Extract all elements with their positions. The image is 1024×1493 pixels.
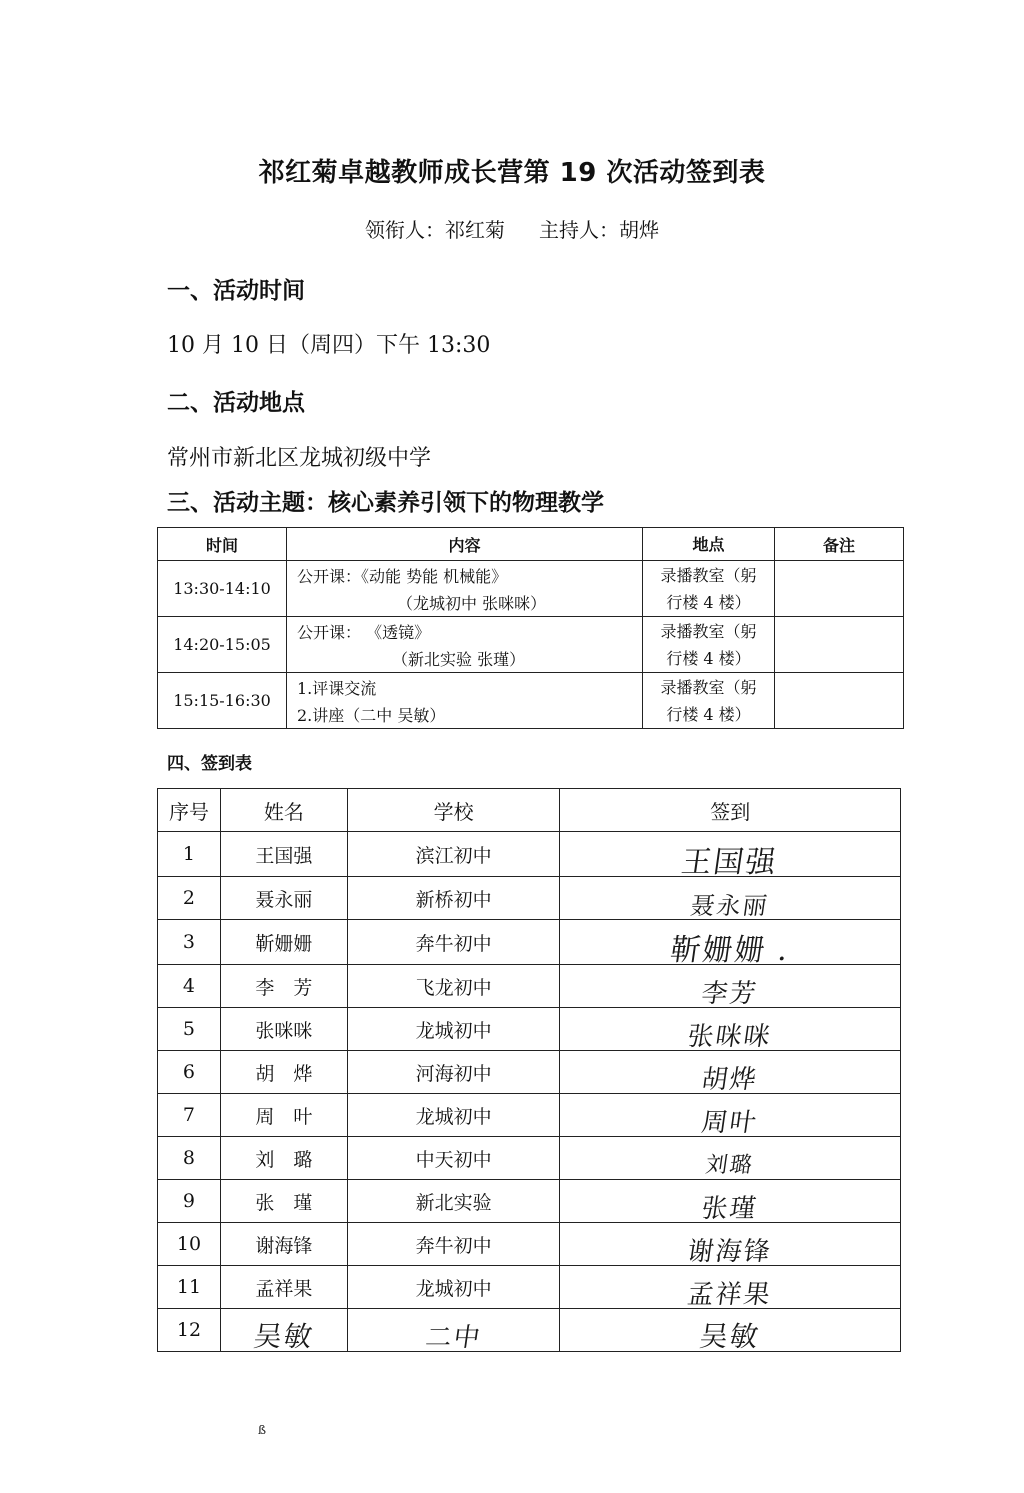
page-title: 祁红菊卓越教师成长营第 19 次活动签到表 [258, 158, 766, 188]
handwritten-signature: 李芳 [699, 978, 760, 1009]
schedule-note [775, 561, 904, 617]
signin-row [158, 1094, 901, 1137]
handwritten-signature: 张瑾 [699, 1193, 760, 1224]
signature-cell [560, 1137, 901, 1180]
handwritten-signature: 靳姗姗 . [667, 933, 792, 968]
content-line-1: 公开课： 《透镜》 [297, 623, 431, 642]
signin-no: 12 [158, 1309, 221, 1352]
schedule-header-place: 地点 [643, 528, 775, 561]
place-line-1: 录播教室（躬 [660, 565, 757, 585]
schedule-header-time: 时间 [158, 528, 287, 561]
signature-cell [560, 1309, 901, 1352]
stray-mark: ß [258, 1423, 267, 1437]
signin-school: 奔牛初中 [347, 1223, 560, 1266]
signin-school [347, 1309, 560, 1352]
place-line-1: 录播教室（躬 [660, 677, 757, 697]
place-line-2: 行楼 4 楼） [666, 648, 751, 668]
signin-row [158, 1137, 901, 1180]
schedule-time: 13:30-14:10 [158, 561, 287, 617]
signin-header-name: 姓名 [220, 789, 347, 832]
schedule-row [158, 561, 904, 617]
signin-school: 新北实验 [347, 1180, 560, 1223]
signin-no: 3 [158, 920, 221, 965]
signin-header-signature: 签到 [560, 789, 901, 832]
schedule-time: 14:20-15:05 [158, 617, 287, 673]
signin-no: 4 [158, 965, 221, 1008]
signature-cell [560, 1180, 901, 1223]
place-line-1: 录播教室（躬 [660, 621, 757, 641]
signature-cell [560, 1051, 901, 1094]
signin-no: 5 [158, 1008, 221, 1051]
signin-header-school: 学校 [347, 789, 560, 832]
content-line-1: 公开课：《动能 势能 机械能》 [297, 567, 508, 586]
signin-name: 李 芳 [220, 965, 347, 1008]
signin-row [158, 965, 901, 1008]
place-value: 常州市新北区龙城初级中学 [167, 446, 432, 471]
signin-no: 6 [158, 1051, 221, 1094]
signin-row [158, 1180, 901, 1223]
content-line-2: 2.讲座（二中 吴敏） [297, 706, 446, 725]
signin-school: 中天初中 [347, 1137, 560, 1180]
signin-row [158, 1051, 901, 1094]
signin-row [158, 920, 901, 965]
lead-person: 领衔人：祁红菊 [365, 218, 505, 242]
signin-name: 靳姗姗 [220, 920, 347, 965]
signin-row [158, 832, 901, 877]
schedule-header-note: 备注 [775, 528, 904, 561]
signin-no: 10 [158, 1223, 221, 1266]
handwritten-school: 二中 [423, 1322, 484, 1353]
signin-school: 奔牛初中 [347, 920, 560, 965]
signature-cell [560, 1094, 901, 1137]
content-line-2: （龙城初中 张咪咪） [397, 594, 547, 613]
signin-name: 张 瑾 [220, 1180, 347, 1223]
signin-school: 滨江初中 [347, 832, 560, 877]
signin-school: 龙城初中 [347, 1008, 560, 1051]
signin-school: 龙城初中 [347, 1266, 560, 1309]
schedule-content [287, 673, 643, 729]
signin-row [158, 1008, 901, 1051]
content-line-1: 1.评课交流 [297, 679, 377, 698]
handwritten-signature: 孟祥果 [685, 1279, 774, 1310]
place-line-2: 行楼 4 楼） [666, 592, 751, 612]
signature-cell [560, 920, 901, 968]
signin-row [158, 877, 901, 920]
signin-no: 9 [158, 1180, 221, 1223]
signin-row [158, 1309, 901, 1352]
handwritten-signature: 周叶 [699, 1107, 760, 1138]
handwritten-signature: 胡烨 [699, 1064, 760, 1095]
signin-name: 孟祥果 [220, 1266, 347, 1309]
signin-row [158, 1266, 901, 1309]
schedule-note [775, 617, 904, 673]
handwritten-name: 吴敏 [251, 1320, 316, 1353]
schedule-header-content: 内容 [287, 528, 643, 561]
place-line-2: 行楼 4 楼） [666, 704, 751, 724]
signin-no: 2 [158, 877, 221, 920]
schedule-place [643, 673, 775, 729]
leaders-line [0, 214, 1024, 243]
signature-cell [560, 832, 901, 880]
handwritten-signature: 聂永丽 [688, 891, 771, 920]
signature-cell [560, 965, 901, 1008]
schedule-content [287, 561, 643, 617]
signin-no: 11 [158, 1266, 221, 1309]
theme-heading: 三、活动主题：核心素养引领下的物理教学 [167, 490, 604, 516]
schedule-row [158, 673, 904, 729]
schedule-table [157, 527, 904, 729]
schedule-row [158, 617, 904, 673]
schedule-place [643, 617, 775, 673]
signin-school: 新桥初中 [347, 877, 560, 920]
content-line-2: （新北实验 张瑾） [392, 650, 526, 669]
schedule-header-row [158, 528, 904, 561]
signin-row [158, 1223, 901, 1266]
schedule-place [643, 561, 775, 617]
handwritten-signature: 刘璐 [704, 1152, 756, 1178]
signin-name: 刘 璐 [220, 1137, 347, 1180]
signin-school: 飞龙初中 [347, 965, 560, 1008]
signature-cell [560, 877, 901, 920]
signature-cell [560, 1008, 901, 1051]
signature-cell [560, 1266, 901, 1309]
place-heading: 二、活动地点 [167, 390, 305, 416]
signin-name: 胡 烨 [220, 1051, 347, 1094]
signin-name [220, 1309, 347, 1352]
signin-header-no: 序号 [158, 789, 221, 832]
handwritten-signature: 吴敏 [697, 1320, 763, 1353]
signin-no: 1 [158, 832, 221, 877]
signin-name: 张咪咪 [220, 1008, 347, 1051]
signin-name: 周 叶 [220, 1094, 347, 1137]
signin-header-row [158, 789, 901, 832]
handwritten-signature: 谢海锋 [685, 1236, 774, 1267]
signin-school: 龙城初中 [347, 1094, 560, 1137]
signin-name: 聂永丽 [220, 877, 347, 920]
signin-no: 8 [158, 1137, 221, 1180]
time-value: 10 月 10 日（周四）下午 13:30 [167, 333, 491, 358]
signature-cell [560, 1223, 901, 1266]
signin-no: 7 [158, 1094, 221, 1137]
signin-heading: 四、签到表 [167, 754, 252, 774]
handwritten-signature: 张咪咪 [685, 1021, 774, 1052]
signin-table [157, 788, 901, 1352]
host-person: 主持人：胡烨 [539, 218, 659, 242]
signin-school: 河海初中 [347, 1051, 560, 1094]
schedule-note [775, 673, 904, 729]
schedule-time: 15:15-16:30 [158, 673, 287, 729]
handwritten-signature: 王国强 [679, 845, 781, 880]
signin-name: 谢海锋 [220, 1223, 347, 1266]
signin-name: 王国强 [220, 832, 347, 877]
time-heading: 一、活动时间 [167, 278, 305, 304]
schedule-content [287, 617, 643, 673]
